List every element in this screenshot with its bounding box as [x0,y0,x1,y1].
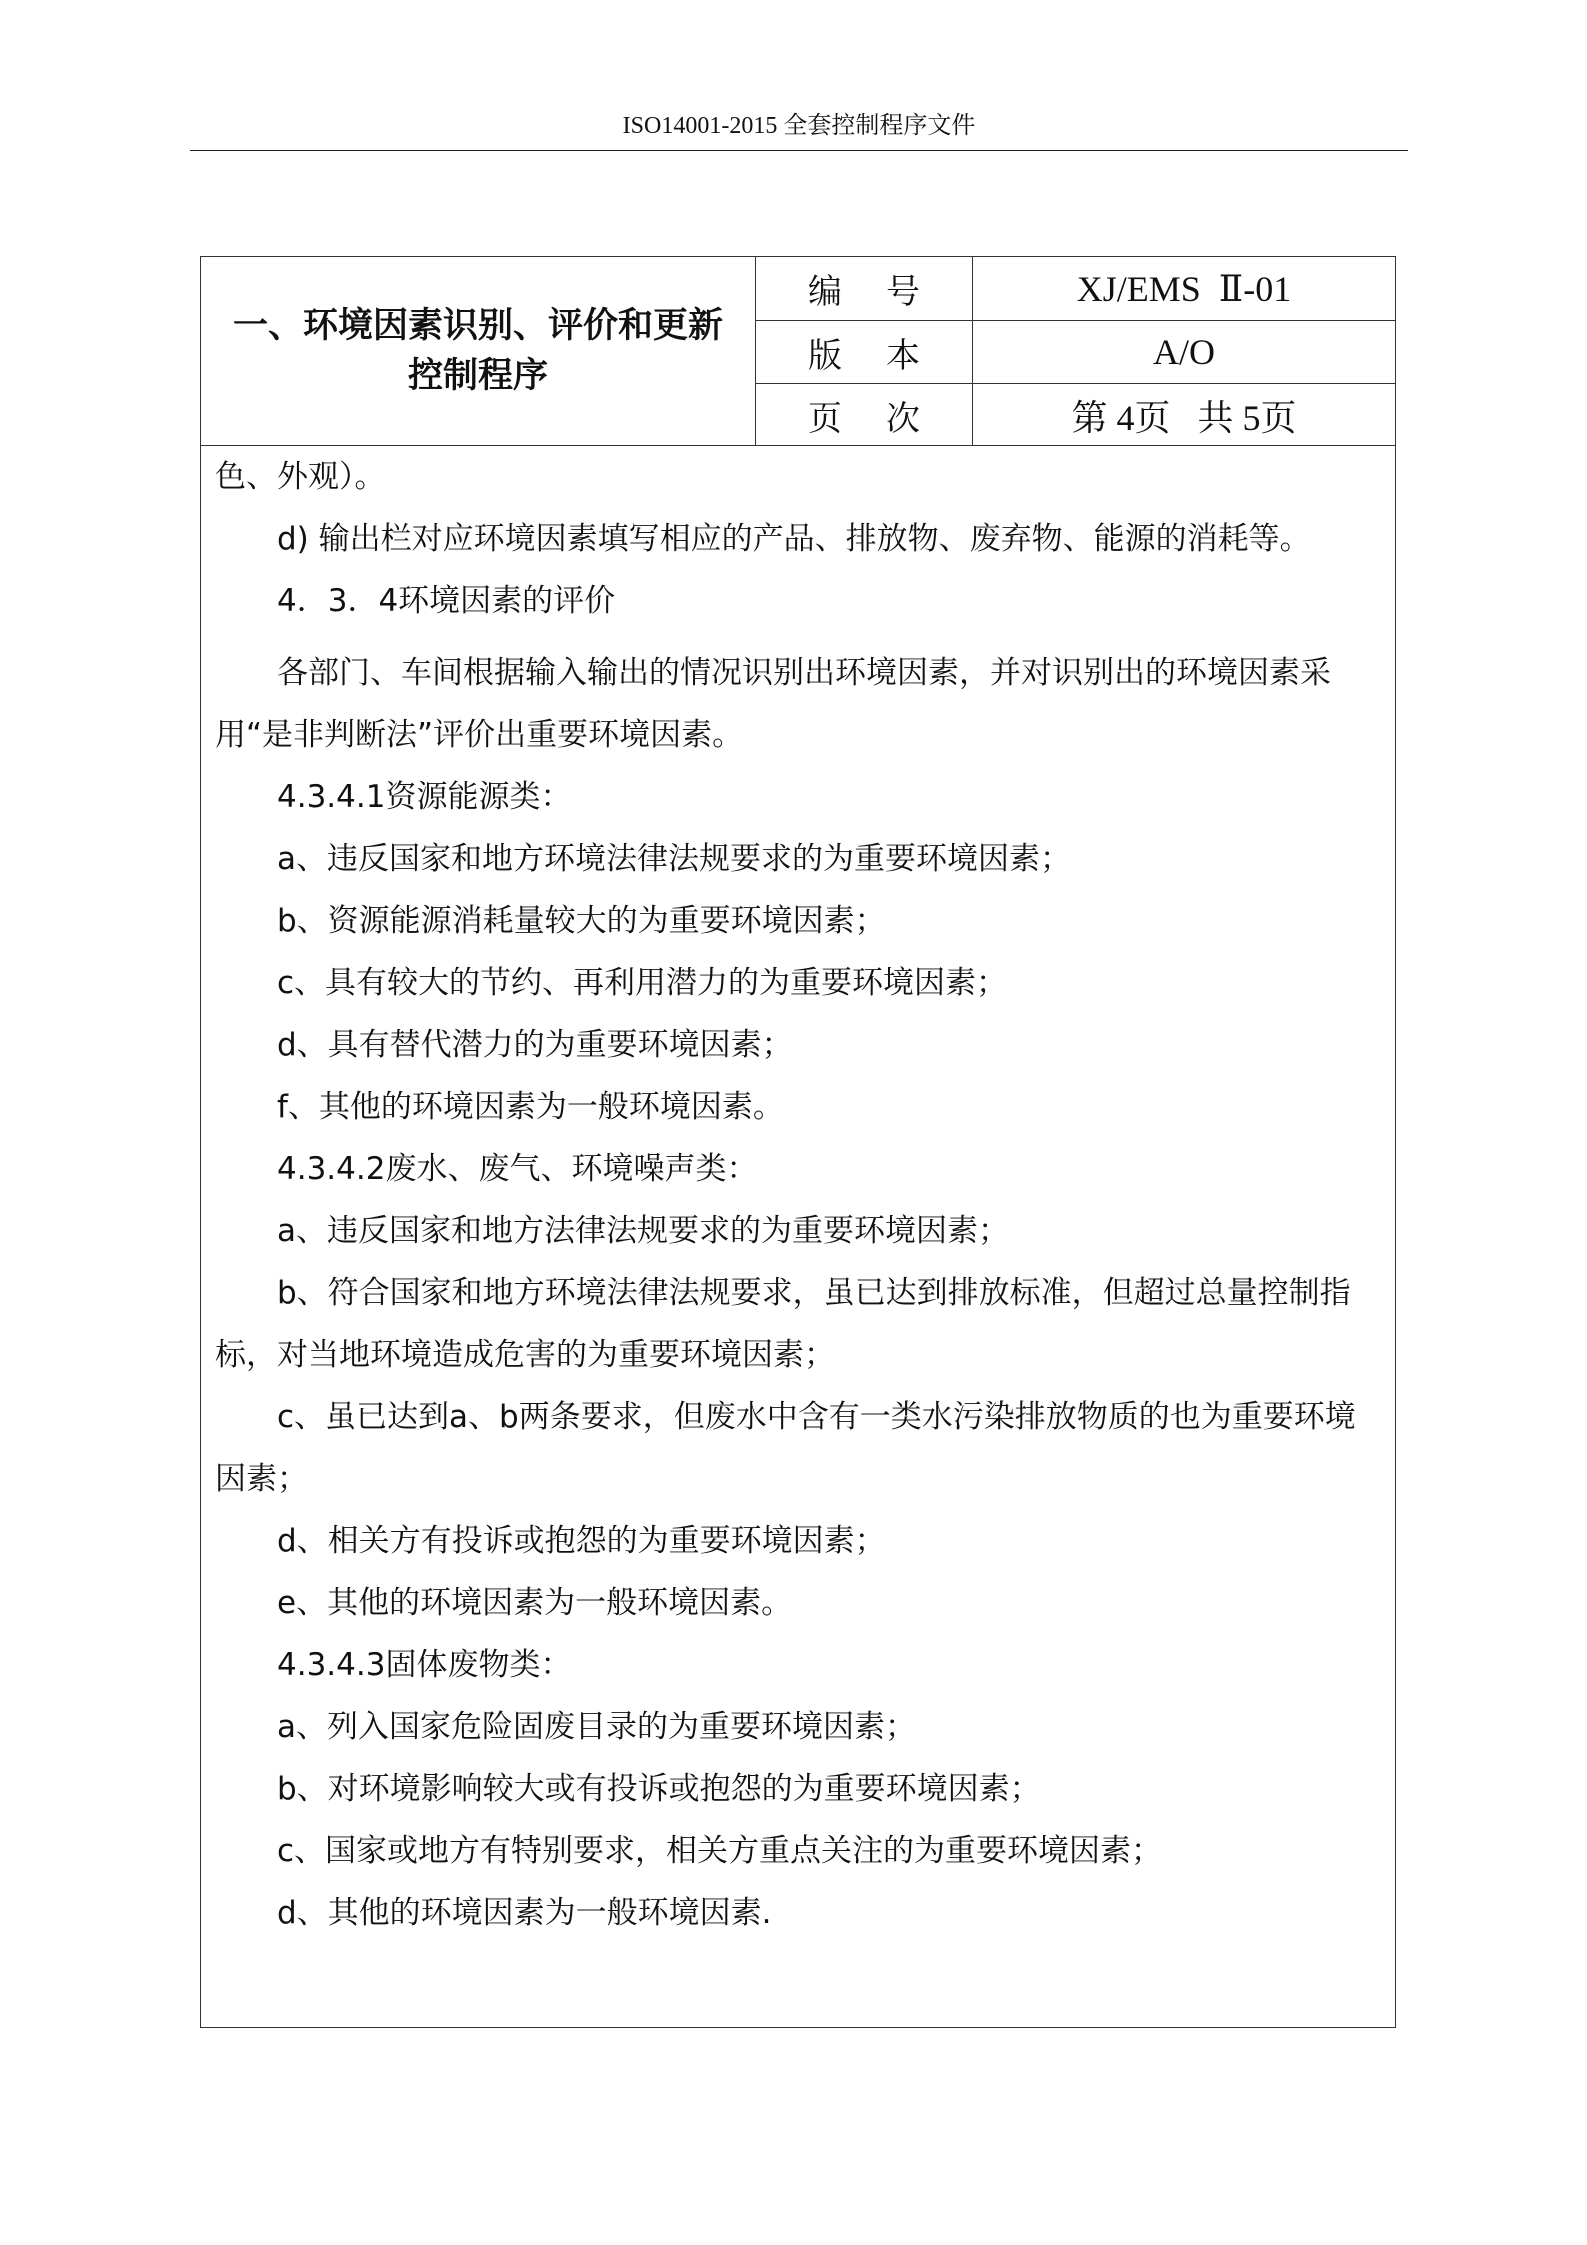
procedure-title-line-1: 一、环境因素识别、评价和更新 [232,306,723,346]
document-number-value: XJ/EMS Ⅱ-01 [1076,268,1292,309]
list-item: b、资源能源消耗量较大的为重要环境因素； [277,903,886,939]
section-heading: 4.3.4.3固体废物类： [277,1647,572,1683]
section-heading: 4.3.4.1资源能源类： [277,779,572,815]
list-item: a、列入国家危险固废目录的为重要环境因素； [277,1709,916,1745]
document-number-row [756,257,1395,320]
document-meta-table [756,257,1395,446]
body-paragraph: d) 输出栏对应环境因素填写相应的产品、排放物、废弃物、能源的消耗等。 [277,521,1311,557]
page-count-row [756,383,1395,446]
version-row [756,320,1395,383]
page-count-value: 第 4页 共 5页 [1071,397,1297,438]
list-item: c、具有较大的节约、再利用潜力的为重要环境因素； [277,965,1008,1001]
list-item: d、具有替代潜力的为重要环境因素； [277,1027,793,1063]
section-heading: 4.3.4.2废水、废气、环境噪声类： [277,1151,758,1187]
list-item: c、国家或地方有特别要求，相关方重点关注的为重要环境因素； [277,1833,1163,1869]
version-label: 版本 [756,321,973,383]
list-item: d、其他的环境因素为一般环境因素. [277,1895,772,1931]
list-item: d、相关方有投诉或抱怨的为重要环境因素； [277,1523,886,1559]
list-item: a、违反国家和地方法律法规要求的为重要环境因素； [277,1213,1009,1249]
document-number-label: 编号 [756,257,973,320]
document-frame [200,256,1396,2028]
header-rule [190,150,1408,151]
version-value: A/O [1153,332,1215,372]
section-heading: 4．3．4环境因素的评价 [277,583,616,619]
running-header: ISO14001-2015 全套控制程序文件 [622,113,976,139]
procedure-title [201,257,756,446]
list-item: b、对环境影响较大或有投诉或抱怨的为重要环境因素； [277,1771,1041,1807]
body-paragraph: 色、外观）。 [215,459,386,495]
body-paragraph: 各部门、车间根据输入输出的情况识别出环境因素，并对识别出的环境因素采用“是非判断法”评价出重要环境因素。 [215,655,1331,753]
list-item: a、违反国家和地方环境法律法规要求的为重要环境因素； [277,841,1071,877]
list-item: e、其他的环境因素为一般环境因素。 [277,1585,793,1621]
procedure-body [215,446,1380,1944]
list-item: b、符合国家和地方环境法律法规要求，虽已达到排放标准，但超过总量控制指标，对当地环境造成危害的为重要环境因素； [215,1275,1351,1373]
procedure-title-line-2: 控制程序 [407,356,548,396]
list-item: f、其他的环境因素为一般环境因素。 [277,1089,784,1125]
list-item: c、虽已达到a、b两条要求，但废水中含有一类水污染排放物质的也为重要环境因素； [215,1399,1356,1497]
page-count-label: 页次 [756,384,973,446]
